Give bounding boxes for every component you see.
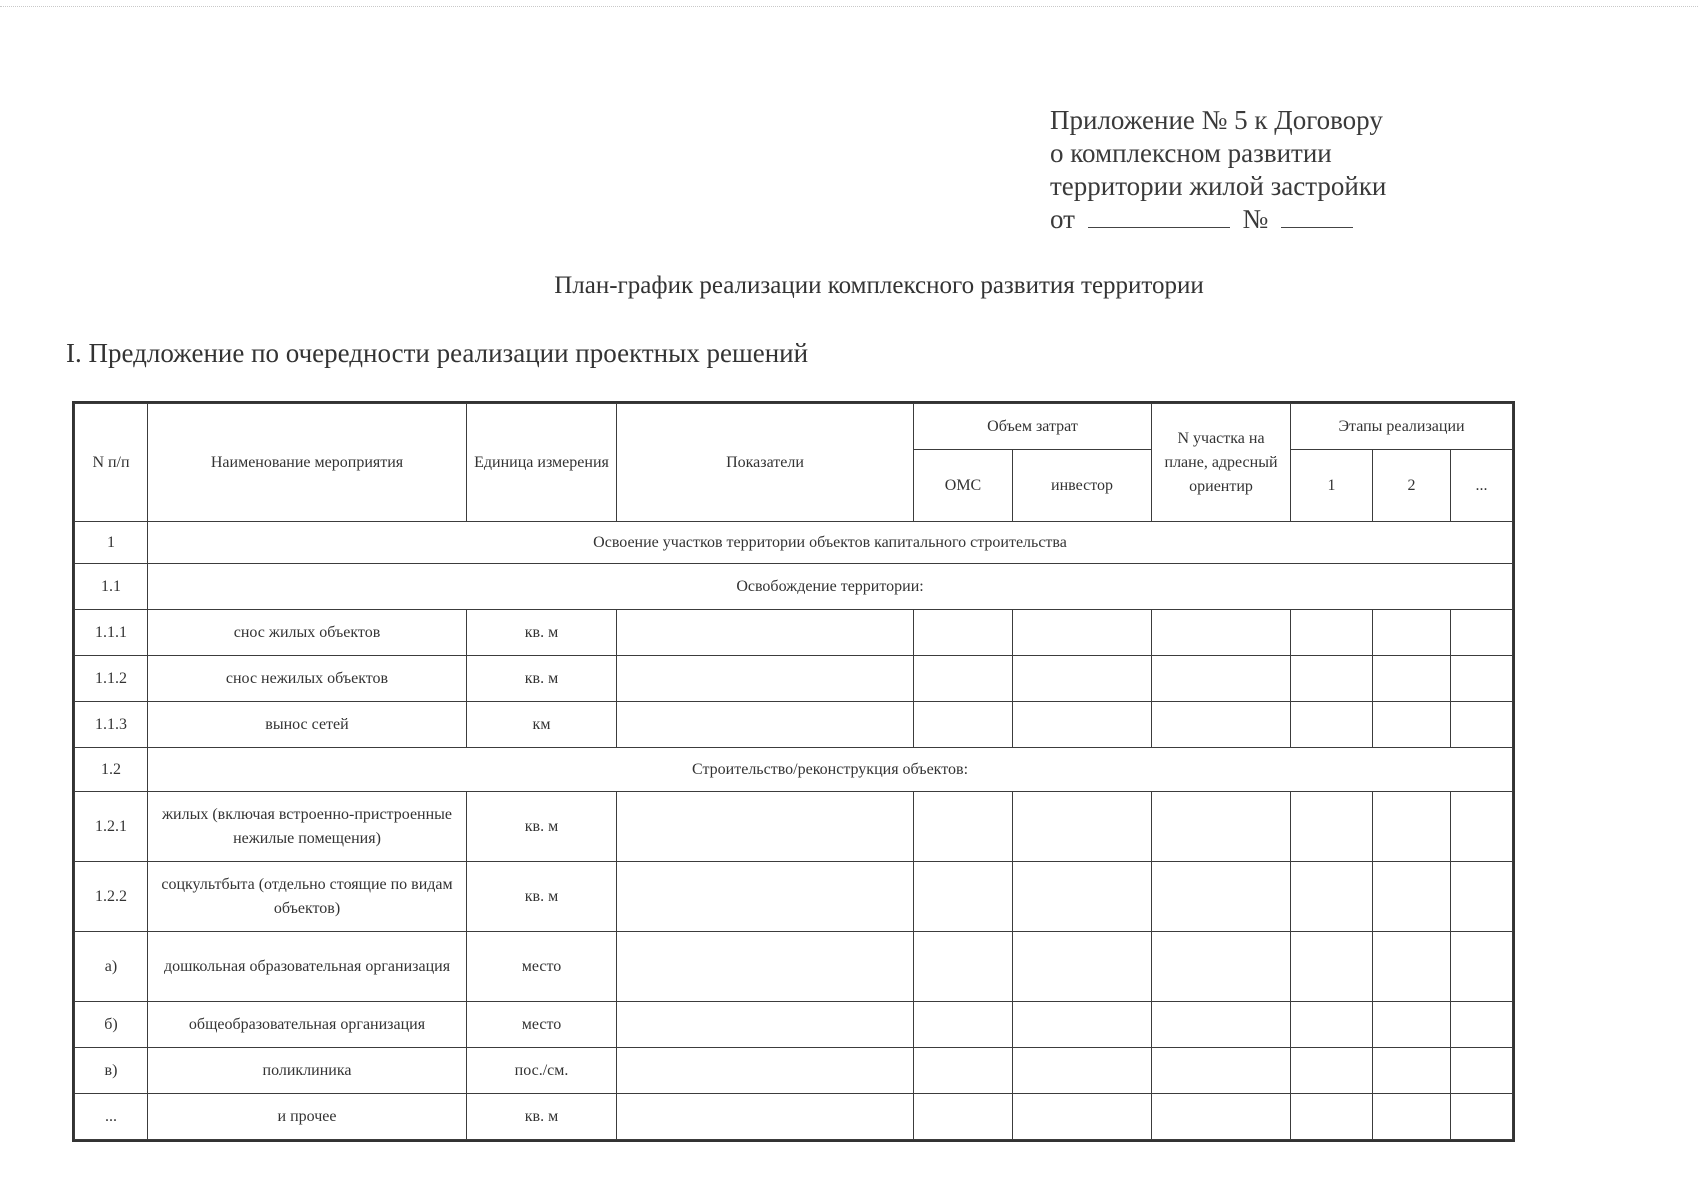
cell-plot[interactable] bbox=[1152, 610, 1291, 656]
table-row bbox=[75, 932, 1513, 1002]
cell-stage-1[interactable] bbox=[1291, 610, 1373, 656]
cell-stage-2[interactable] bbox=[1373, 656, 1451, 702]
table-row bbox=[75, 1094, 1513, 1140]
cell-indicators[interactable] bbox=[617, 932, 914, 1002]
section-title-cell: Строительство/реконструкция объектов: bbox=[148, 748, 1513, 792]
row-num: 1.1.1 bbox=[75, 610, 148, 656]
row-num: 1.2.1 bbox=[75, 792, 148, 862]
row-unit: место bbox=[467, 1002, 617, 1048]
table-row bbox=[75, 792, 1513, 862]
row-num: а) bbox=[75, 932, 148, 1002]
section-num: 1.1 bbox=[75, 564, 148, 610]
cell-investor[interactable] bbox=[1013, 1094, 1152, 1140]
cell-oms[interactable] bbox=[914, 656, 1013, 702]
table-row bbox=[75, 656, 1513, 702]
cell-oms[interactable] bbox=[914, 702, 1013, 748]
cell-investor[interactable] bbox=[1013, 656, 1152, 702]
cell-stage-2[interactable] bbox=[1373, 702, 1451, 748]
cell-plot[interactable] bbox=[1152, 702, 1291, 748]
cell-investor[interactable] bbox=[1013, 792, 1152, 862]
cell-investor[interactable] bbox=[1013, 702, 1152, 748]
row-name: и прочее bbox=[148, 1094, 467, 1140]
cell-plot[interactable] bbox=[1152, 932, 1291, 1002]
cell-stage-1[interactable] bbox=[1291, 932, 1373, 1002]
cell-stage-more[interactable] bbox=[1451, 1094, 1513, 1140]
cell-indicators[interactable] bbox=[617, 702, 914, 748]
number-blank[interactable] bbox=[1281, 203, 1353, 228]
cell-indicators[interactable] bbox=[617, 610, 914, 656]
row-name: поликлиника bbox=[148, 1048, 467, 1094]
appendix-line-1: Приложение № 5 к Договору bbox=[1050, 105, 1383, 135]
row-name: общеобразовательная организация bbox=[148, 1002, 467, 1048]
cell-stage-2[interactable] bbox=[1373, 932, 1451, 1002]
cell-oms[interactable] bbox=[914, 932, 1013, 1002]
cell-stage-2[interactable] bbox=[1373, 1048, 1451, 1094]
header-costs-investor: инвестор bbox=[1013, 450, 1152, 522]
cell-indicators[interactable] bbox=[617, 1048, 914, 1094]
cell-indicators[interactable] bbox=[617, 1094, 914, 1140]
cell-investor[interactable] bbox=[1013, 932, 1152, 1002]
cell-stage-1[interactable] bbox=[1291, 656, 1373, 702]
header-stages: Этапы реализации bbox=[1291, 404, 1513, 450]
cell-stage-more[interactable] bbox=[1451, 1002, 1513, 1048]
cell-stage-1[interactable] bbox=[1291, 862, 1373, 932]
table-row bbox=[75, 702, 1513, 748]
cell-indicators[interactable] bbox=[617, 862, 914, 932]
cell-oms[interactable] bbox=[914, 1002, 1013, 1048]
header-stage-more: ... bbox=[1451, 450, 1513, 522]
cell-stage-more[interactable] bbox=[1451, 610, 1513, 656]
cell-indicators[interactable] bbox=[617, 656, 914, 702]
section-title: I. Предложение по очередности реализации проектных решений bbox=[66, 338, 809, 368]
appendix-line-4 bbox=[1050, 203, 1470, 236]
cell-indicators[interactable] bbox=[617, 792, 914, 862]
row-name: снос нежилых объектов bbox=[148, 656, 467, 702]
row-unit: пос./см. bbox=[467, 1048, 617, 1094]
header-indicators: Показатели bbox=[617, 404, 914, 522]
appendix-line-3: территории жилой застройки bbox=[1050, 171, 1387, 201]
scan-edge-line bbox=[0, 6, 1698, 7]
section-title-cell: Освобождение территории: bbox=[148, 564, 1513, 610]
section-num: 1.2 bbox=[75, 748, 148, 792]
row-unit: кв. м bbox=[467, 656, 617, 702]
header-num: N п/п bbox=[75, 404, 148, 522]
section-row bbox=[75, 522, 1513, 564]
row-unit: км bbox=[467, 702, 617, 748]
cell-stage-2[interactable] bbox=[1373, 1002, 1451, 1048]
appendix-header bbox=[1050, 104, 1470, 236]
row-unit: место bbox=[467, 932, 617, 1002]
cell-plot[interactable] bbox=[1152, 1094, 1291, 1140]
row-unit: кв. м bbox=[467, 610, 617, 656]
header-name: Наименование мероприятия bbox=[148, 404, 467, 522]
cell-investor[interactable] bbox=[1013, 1002, 1152, 1048]
cell-plot[interactable] bbox=[1152, 656, 1291, 702]
table-row bbox=[75, 1048, 1513, 1094]
section-title-cell: Освоение участков территории объектов капитального строительства bbox=[148, 522, 1513, 564]
cell-stage-1[interactable] bbox=[1291, 702, 1373, 748]
cell-stage-2[interactable] bbox=[1373, 862, 1451, 932]
table-row bbox=[75, 610, 1513, 656]
cell-oms[interactable] bbox=[914, 1094, 1013, 1140]
header-stage-1: 1 bbox=[1291, 450, 1373, 522]
cell-investor[interactable] bbox=[1013, 1048, 1152, 1094]
cell-investor[interactable] bbox=[1013, 862, 1152, 932]
header-stage-2: 2 bbox=[1373, 450, 1451, 522]
row-name: жилых (включая встроенно-пристроенные нежилые помещения) bbox=[148, 792, 467, 862]
header-plot: N участка на плане, адресный ориентир bbox=[1152, 404, 1291, 522]
table-row bbox=[75, 1002, 1513, 1048]
row-num: в) bbox=[75, 1048, 148, 1094]
row-num: ... bbox=[75, 1094, 148, 1140]
row-unit: кв. м bbox=[467, 1094, 617, 1140]
row-num: 1.1.3 bbox=[75, 702, 148, 748]
appendix-line-2: о комплексном развитии bbox=[1050, 138, 1332, 168]
cell-stage-more[interactable] bbox=[1451, 862, 1513, 932]
section-row bbox=[75, 564, 1513, 610]
row-unit: кв. м bbox=[467, 792, 617, 862]
cell-stage-more[interactable] bbox=[1451, 932, 1513, 1002]
cell-stage-1[interactable] bbox=[1291, 1002, 1373, 1048]
row-num: 1.1.2 bbox=[75, 656, 148, 702]
header-costs: Объем затрат bbox=[914, 404, 1152, 450]
cell-oms[interactable] bbox=[914, 610, 1013, 656]
date-blank[interactable] bbox=[1088, 203, 1230, 228]
date-prefix: от bbox=[1050, 204, 1075, 234]
section-row bbox=[75, 748, 1513, 792]
document-title: План-график реализации комплексного развития территории bbox=[554, 272, 1204, 299]
cell-stage-1[interactable] bbox=[1291, 1048, 1373, 1094]
cell-stage-more[interactable] bbox=[1451, 1048, 1513, 1094]
cell-indicators[interactable] bbox=[617, 1002, 914, 1048]
cell-investor[interactable] bbox=[1013, 610, 1152, 656]
row-unit: кв. м bbox=[467, 862, 617, 932]
schedule-table bbox=[74, 403, 1513, 1140]
cell-oms[interactable] bbox=[914, 792, 1013, 862]
row-name: соцкультбыта (отдельно стоящие по видам объектов) bbox=[148, 862, 467, 932]
cell-plot[interactable] bbox=[1152, 862, 1291, 932]
header-unit: Единица измерения bbox=[467, 404, 617, 522]
cell-stage-1[interactable] bbox=[1291, 1094, 1373, 1140]
cell-stage-2[interactable] bbox=[1373, 610, 1451, 656]
cell-oms[interactable] bbox=[914, 1048, 1013, 1094]
section-num: 1 bbox=[75, 522, 148, 564]
cell-stage-more[interactable] bbox=[1451, 702, 1513, 748]
row-name: дошкольная образовательная организация bbox=[148, 932, 467, 1002]
row-num: 1.2.2 bbox=[75, 862, 148, 932]
cell-stage-2[interactable] bbox=[1373, 792, 1451, 862]
cell-stage-1[interactable] bbox=[1291, 792, 1373, 862]
header-row-1 bbox=[75, 404, 1513, 450]
header-costs-oms: ОМС bbox=[914, 450, 1013, 522]
number-sign: № bbox=[1242, 204, 1269, 234]
row-num: б) bbox=[75, 1002, 148, 1048]
row-name: снос жилых объектов bbox=[148, 610, 467, 656]
cell-plot[interactable] bbox=[1152, 1002, 1291, 1048]
row-name: вынос сетей bbox=[148, 702, 467, 748]
cell-plot[interactable] bbox=[1152, 792, 1291, 862]
table-row bbox=[75, 862, 1513, 932]
cell-stage-more[interactable] bbox=[1451, 792, 1513, 862]
cell-stage-more[interactable] bbox=[1451, 656, 1513, 702]
cell-plot[interactable] bbox=[1152, 1048, 1291, 1094]
cell-oms[interactable] bbox=[914, 862, 1013, 932]
cell-stage-2[interactable] bbox=[1373, 1094, 1451, 1140]
